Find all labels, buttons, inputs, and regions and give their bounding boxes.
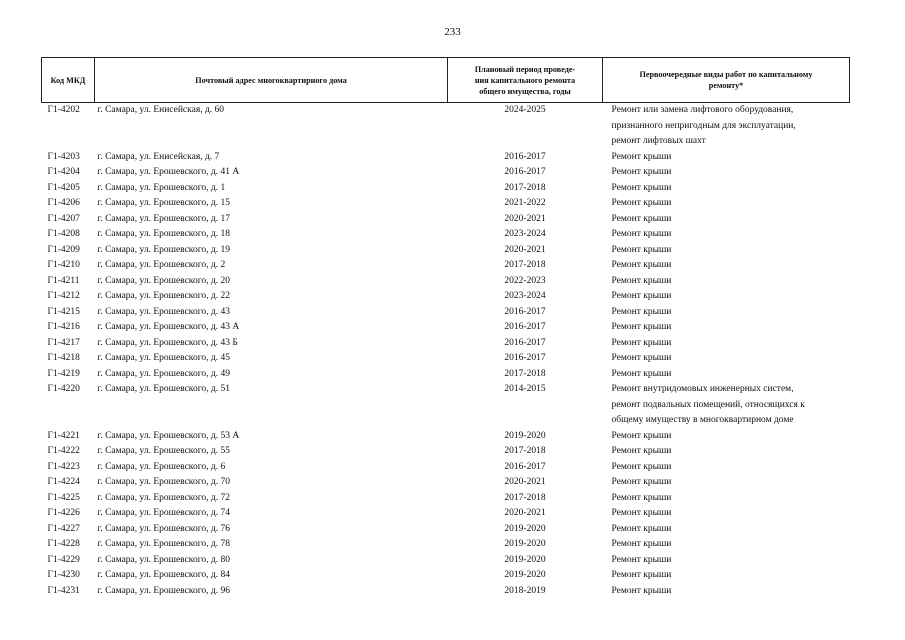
works-cell xyxy=(603,150,850,166)
header-period xyxy=(448,58,603,103)
address-cell: г. Самара, ул. Ерошевского, д. 96 xyxy=(97,585,230,596)
address-cell: г. Самара, ул. Ерошевского, д. 49 xyxy=(97,368,230,379)
table-row xyxy=(42,243,850,259)
works-line: Ремонт крыши xyxy=(611,275,672,286)
mkd-code-cell: Г1-4205 xyxy=(47,182,80,193)
mkd-code-cell: Г1-4209 xyxy=(47,244,80,255)
table-row xyxy=(42,165,850,181)
address-cell: г. Самара, ул. Ерошевского, д. 1 xyxy=(97,182,226,193)
mkd-code-cell: Г1-4211 xyxy=(47,275,80,286)
works-cell xyxy=(603,103,850,150)
works-line: Ремонт крыши xyxy=(611,182,672,193)
mkd-code-cell: Г1-4226 xyxy=(47,508,80,518)
works-cell xyxy=(603,196,850,212)
works-cell xyxy=(603,444,850,460)
works-line: Ремонт крыши xyxy=(611,508,672,518)
works-cell xyxy=(603,537,850,553)
table-body xyxy=(42,103,850,600)
repair-period-cell: 2020-2021 xyxy=(504,213,546,224)
address-cell: г. Самара, ул. Ерошевского, д. 17 xyxy=(97,213,230,224)
table-row xyxy=(42,305,850,321)
works-cell xyxy=(603,475,850,491)
table-row xyxy=(42,537,850,553)
works-cell xyxy=(603,491,850,507)
works-line: Ремонт крыши xyxy=(611,430,672,441)
table-row xyxy=(42,568,850,584)
table-row xyxy=(42,196,850,212)
repair-period-cell: 2017-2018 xyxy=(504,260,546,270)
mkd-code-cell: Г1-4202 xyxy=(47,105,80,115)
mkd-code-cell: Г1-4208 xyxy=(47,229,80,239)
works-cell xyxy=(603,506,850,522)
works-line: Ремонт крыши xyxy=(611,337,672,348)
works-line: Ремонт крыши xyxy=(611,306,672,317)
address-cell: г. Самара, ул. Ерошевского, д. 53 А xyxy=(97,430,240,441)
mkd-code-cell: Г1-4204 xyxy=(47,167,80,177)
repair-period-cell: 2016-2017 xyxy=(504,167,546,177)
works-cell xyxy=(603,382,850,429)
table-row xyxy=(42,351,850,367)
repair-period-cell: 2014-2015 xyxy=(504,384,546,394)
works-line: Ремонт крыши xyxy=(611,353,672,363)
address-cell: г. Самара, ул. Ерошевского, д. 41 А xyxy=(97,167,240,177)
address-cell: г. Самара, ул. Ерошевского, д. 19 xyxy=(97,244,230,255)
repair-period-cell: 2018-2019 xyxy=(504,585,546,596)
repair-period-cell: 2016-2017 xyxy=(504,353,546,363)
works-line: Ремонт крыши xyxy=(611,229,672,239)
mkd-code-cell: Г1-4231 xyxy=(47,585,80,596)
address-cell: г. Самара, ул. Ерошевского, д. 76 xyxy=(97,523,230,534)
repair-period-cell: 2020-2021 xyxy=(504,477,546,487)
mkd-code-cell: Г1-4230 xyxy=(47,570,80,580)
mkd-code-cell: Г1-4217 xyxy=(47,337,80,348)
table-row xyxy=(42,444,850,460)
header-works xyxy=(603,58,850,103)
works-cell xyxy=(603,367,850,383)
header-works-line: Первоочередные виды работ по капитальному xyxy=(639,70,813,79)
header-period-line: Плановый период проведе- xyxy=(474,64,576,74)
repair-period-cell: 2019-2020 xyxy=(504,570,546,580)
header-works-line: ремонту* xyxy=(708,81,744,90)
mkd-code-cell: Г1-4216 xyxy=(47,322,80,332)
address-cell: г. Самара, ул. Ерошевского, д. 84 xyxy=(97,570,230,580)
address-cell: г. Самара, ул. Енисейская, д. 60 xyxy=(97,105,225,115)
address-cell: г. Самара, ул. Ерошевского, д. 43 xyxy=(97,306,230,317)
page-number: 233 xyxy=(444,26,461,38)
address-cell: г. Самара, ул. Ерошевского, д. 22 xyxy=(97,291,230,301)
works-cell xyxy=(603,351,850,367)
repair-period-cell: 2016-2017 xyxy=(504,151,546,162)
works-line: Ремонт крыши xyxy=(611,477,672,487)
works-cell xyxy=(603,289,850,305)
header-code: Код МКД xyxy=(42,58,95,103)
table-row xyxy=(42,289,850,305)
works-line: Ремонт крыши xyxy=(611,151,672,162)
works-cell xyxy=(603,320,850,336)
works-cell xyxy=(603,165,850,181)
address-cell: г. Самара, ул. Ерошевского, д. 70 xyxy=(97,477,230,487)
address-cell: г. Самара, ул. Ерошевского, д. 6 xyxy=(97,461,226,472)
mkd-code-cell: Г1-4222 xyxy=(47,446,80,456)
table-row xyxy=(42,258,850,274)
mkd-code-cell: Г1-4207 xyxy=(47,213,80,224)
repair-period-cell: 2020-2021 xyxy=(504,508,546,518)
mkd-code-cell: Г1-4219 xyxy=(47,368,80,379)
works-line: Ремонт крыши xyxy=(611,322,672,332)
mkd-code-cell: Г1-4221 xyxy=(47,430,80,441)
repair-period-cell: 2016-2017 xyxy=(504,461,546,472)
works-line: Ремонт крыши xyxy=(611,291,672,301)
works-cell xyxy=(603,305,850,321)
address-cell: г. Самара, ул. Ерошевского, д. 72 xyxy=(97,492,230,503)
repair-period-cell: 2020-2021 xyxy=(504,244,546,255)
works-cell xyxy=(603,258,850,274)
works-cell xyxy=(603,212,850,228)
works-line: Ремонт крыши xyxy=(611,244,672,255)
works-line: Ремонт крыши xyxy=(611,167,672,177)
table-row xyxy=(42,103,850,150)
repair-period-cell: 2019-2020 xyxy=(504,539,546,549)
works-line: ремонт подвальных помещений, относящихся к xyxy=(611,399,805,410)
works-line: признанного непригодным для эксплуатации, xyxy=(611,120,796,131)
table-row xyxy=(42,382,850,429)
address-cell: г. Самара, ул. Ерошевского, д. 18 xyxy=(97,229,230,239)
mkd-code-cell: Г1-4220 xyxy=(47,384,80,394)
mkd-code-cell: Г1-4206 xyxy=(47,198,80,208)
repair-period-cell: 2017-2018 xyxy=(504,446,546,456)
repair-period-cell: 2017-2018 xyxy=(504,492,546,503)
works-cell xyxy=(603,584,850,600)
address-cell: г. Самара, ул. Ерошевского, д. 74 xyxy=(97,508,230,518)
works-line: Ремонт крыши xyxy=(611,539,672,549)
works-cell xyxy=(603,429,850,445)
address-cell: г. Самара, ул. Енисейская, д. 7 xyxy=(97,151,220,162)
table-row xyxy=(42,336,850,352)
works-cell xyxy=(603,460,850,476)
repair-period-cell: 2024-2025 xyxy=(504,105,546,115)
header-address: Почтовый адрес многоквартирного дома xyxy=(95,58,448,103)
table-row xyxy=(42,212,850,228)
table-row xyxy=(42,460,850,476)
works-line: Ремонт крыши xyxy=(611,260,672,270)
mkd-code-cell: Г1-4218 xyxy=(47,353,80,363)
mkd-code-cell: Г1-4229 xyxy=(47,554,80,565)
table-row xyxy=(42,367,850,383)
address-cell: г. Самара, ул. Ерошевского, д. 43 Б xyxy=(97,337,238,348)
works-line: Ремонт крыши xyxy=(611,446,672,456)
works-line: Ремонт крыши xyxy=(611,523,672,534)
table-row xyxy=(42,506,850,522)
works-line: Ремонт внутридомовых инженерных систем, xyxy=(611,384,794,394)
repair-period-cell: 2017-2018 xyxy=(504,182,546,193)
table-row xyxy=(42,227,850,243)
repair-period-cell: 2016-2017 xyxy=(504,337,546,348)
repair-period-cell: 2016-2017 xyxy=(504,322,546,332)
address-cell: г. Самара, ул. Ерошевского, д. 45 xyxy=(97,353,230,363)
table-row xyxy=(42,584,850,600)
header-period-line: общего имущества, годы xyxy=(479,86,571,96)
address-cell: г. Самара, ул. Ерошевского, д. 78 xyxy=(97,539,230,549)
works-cell xyxy=(603,553,850,569)
mkd-code-cell: Г1-4227 xyxy=(47,523,80,534)
repair-period-cell: 2023-2024 xyxy=(504,291,546,301)
address-cell: г. Самара, ул. Ерошевского, д. 15 xyxy=(97,198,230,208)
mkd-code-cell: Г1-4225 xyxy=(47,492,80,503)
works-line: Ремонт крыши xyxy=(611,570,672,580)
table-row xyxy=(42,320,850,336)
repair-period-cell: 2019-2020 xyxy=(504,523,546,534)
mkd-code-cell: Г1-4215 xyxy=(47,306,80,317)
table-row xyxy=(42,475,850,491)
works-line: общему имуществу в многоквартирном доме xyxy=(611,415,794,425)
mkd-code-cell: Г1-4228 xyxy=(47,539,80,549)
mkd-code-cell: Г1-4224 xyxy=(47,477,80,487)
works-cell xyxy=(603,274,850,290)
address-cell: г. Самара, ул. Ерошевского, д. 2 xyxy=(97,260,226,270)
repair-period-cell: 2022-2023 xyxy=(504,275,546,286)
works-cell xyxy=(603,227,850,243)
table-row xyxy=(42,181,850,197)
repair-period-cell: 2017-2018 xyxy=(504,368,546,379)
address-cell: г. Самара, ул. Ерошевского, д. 51 xyxy=(97,384,230,394)
works-line: Ремонт крыши xyxy=(611,585,672,596)
address-cell: г. Самара, ул. Ерошевского, д. 55 xyxy=(97,446,230,456)
repair-period-cell: 2023-2024 xyxy=(504,229,546,239)
table-row xyxy=(42,491,850,507)
works-line: Ремонт крыши xyxy=(611,554,672,565)
mkd-code-cell: Г1-4203 xyxy=(47,151,80,162)
table-row xyxy=(42,429,850,445)
works-cell xyxy=(603,336,850,352)
mkd-code-cell: Г1-4223 xyxy=(47,461,80,472)
works-line: Ремонт крыши xyxy=(611,198,672,208)
table-row xyxy=(42,274,850,290)
table-header xyxy=(42,58,850,103)
works-line: Ремонт крыши xyxy=(611,213,672,224)
mkd-code-cell: Г1-4212 xyxy=(47,291,80,301)
address-cell: г. Самара, ул. Ерошевского, д. 20 xyxy=(97,275,230,286)
works-cell xyxy=(603,522,850,538)
works-cell xyxy=(603,181,850,197)
repair-period-cell: 2021-2022 xyxy=(504,198,546,208)
repair-period-cell: 2019-2020 xyxy=(504,554,546,565)
works-cell xyxy=(603,568,850,584)
address-cell: г. Самара, ул. Ерошевского, д. 43 А xyxy=(97,322,240,332)
address-cell: г. Самара, ул. Ерошевского, д. 80 xyxy=(97,554,230,565)
header-period-line: ния капитального ремонта xyxy=(474,75,576,85)
works-line: Ремонт или замена лифтового оборудования, xyxy=(611,105,794,115)
table-row xyxy=(42,522,850,538)
repair-period-cell: 2019-2020 xyxy=(504,430,546,441)
table-row xyxy=(42,553,850,569)
works-cell xyxy=(603,243,850,259)
mkd-code-cell: Г1-4210 xyxy=(47,260,80,270)
works-line: Ремонт крыши xyxy=(611,368,672,379)
works-line: Ремонт крыши xyxy=(611,461,672,472)
works-line: ремонт лифтовых шахт xyxy=(611,136,706,146)
table-row xyxy=(42,150,850,166)
works-line: Ремонт крыши xyxy=(611,492,672,503)
capital-repair-table xyxy=(41,57,850,599)
repair-period-cell: 2016-2017 xyxy=(504,306,546,317)
